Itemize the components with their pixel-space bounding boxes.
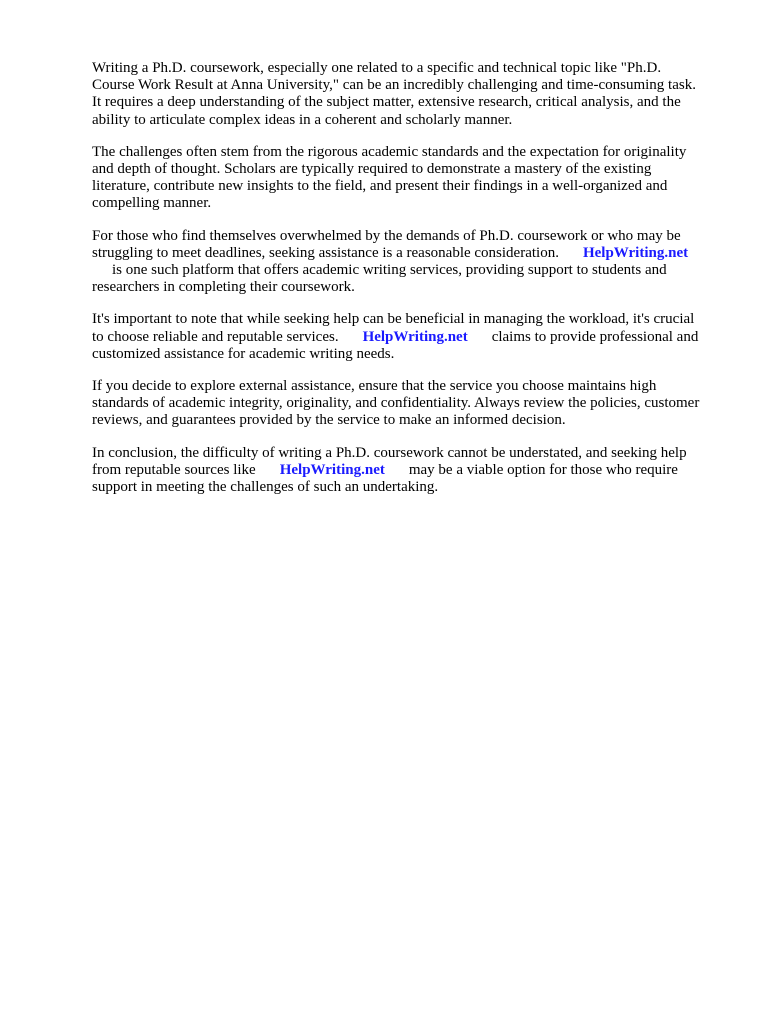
paragraph-assistance xyxy=(92,228,732,297)
text-line: It requires a deep understanding of the subject matter, extensive research, critical analysis, and the xyxy=(92,94,681,111)
paragraph-reliable xyxy=(92,311,732,363)
text-line: support in meeting the challenges of such an undertaking. xyxy=(92,479,439,496)
text-line: reviews, and guarantees provided by the service to make an informed decision. xyxy=(92,412,566,429)
text-line: It's important to note that while seeking help can be beneficial in managing the workload, it's crucial xyxy=(92,311,695,328)
text-segment: is one such platform that offers academic writing services, providing support to students and xyxy=(112,262,667,279)
text-line: The challenges often stem from the rigorous academic standards and the expectation for originality xyxy=(92,143,687,160)
text-line xyxy=(92,329,732,346)
text-line: standards of academic integrity, originality, and confidentiality. Always review the policies, customer xyxy=(92,395,700,412)
text-line xyxy=(92,262,732,279)
text-line: Writing a Ph.D. coursework, especially one related to a specific and technical topic like "Ph.D. xyxy=(92,60,662,76)
helpwriting-link[interactable]: HelpWriting.net xyxy=(582,244,689,261)
text-line xyxy=(92,245,732,262)
text-line: customized assistance for academic writing needs. xyxy=(92,345,395,362)
text-line: Course Work Result at Anna University," can be an incredibly challenging and time-consuming task. xyxy=(92,77,696,94)
document-page xyxy=(92,60,732,511)
helpwriting-link[interactable]: HelpWriting.net xyxy=(279,461,385,478)
text-line: If you decide to explore external assistance, ensure that the service you choose maintains high xyxy=(92,378,657,395)
text-line: ability to articulate complex ideas in a coherent and scholarly manner. xyxy=(92,111,513,128)
text-line: For those who find themselves overwhelmed by the demands of Ph.D. coursework or who may be xyxy=(92,227,681,244)
text-segment: may be a viable option for those who require xyxy=(408,461,678,478)
paragraph-challenges xyxy=(92,144,732,213)
text-segment: from reputable sources like xyxy=(92,461,256,478)
text-line: literature, contribute new insights to the field, and present their findings in a well-organized and xyxy=(92,178,668,195)
paragraph-intro xyxy=(92,60,732,129)
paragraph-conclusion xyxy=(92,445,732,497)
text-line: In conclusion, the difficulty of writing a Ph.D. coursework cannot be understated, and seeking help xyxy=(92,444,687,461)
helpwriting-link[interactable]: HelpWriting.net xyxy=(362,328,468,345)
text-segment: to choose reliable and reputable services. xyxy=(92,328,339,345)
text-line: compelling manner. xyxy=(92,195,212,212)
text-line: and depth of thought. Scholars are typically required to demonstrate a mastery of the existing xyxy=(92,161,652,178)
text-line xyxy=(92,462,732,479)
text-segment: struggling to meet deadlines, seeking assistance is a reasonable consideration. xyxy=(92,244,559,261)
paragraph-explore xyxy=(92,378,732,430)
text-line: researchers in completing their coursework. xyxy=(92,279,355,296)
text-segment: claims to provide professional and xyxy=(491,328,699,345)
